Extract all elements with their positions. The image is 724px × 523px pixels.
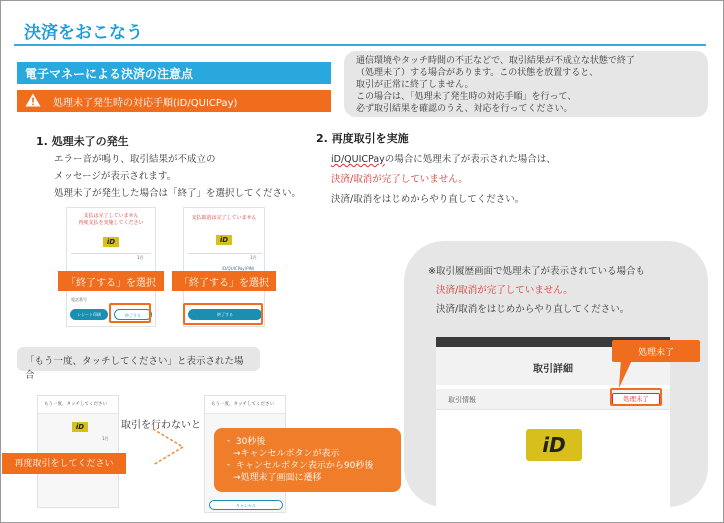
- step2-line2: 決済/取消が完了していません。: [331, 174, 468, 185]
- unfinished-badge: 処理未了: [612, 393, 660, 405]
- unfinished-callout: 処理未了: [612, 340, 700, 362]
- id-logo: iD: [103, 237, 119, 247]
- subsection-title-bar: [17, 90, 331, 112]
- callout-pointer-icon: [615, 358, 635, 390]
- step1-heading: 1. 処理未了の発生: [36, 135, 129, 148]
- notice-line: 必ず取引結果を確認のうえ、対応を行ってください。: [356, 104, 573, 114]
- notice-line: この場合は、「処理未了発生時の対応手順」を行って、: [356, 92, 577, 102]
- title-divider: [14, 44, 706, 46]
- id-logo: iD: [216, 235, 232, 245]
- finish-highlight: [183, 303, 263, 325]
- cancel-button[interactable]: キャンセル: [209, 500, 283, 510]
- step1-line: メッセージが表示されます。: [54, 171, 177, 182]
- phone1-alert2: 再度支払を実施してください: [78, 220, 144, 226]
- timeout-line: →処理未了画面に遷移: [224, 473, 322, 483]
- divider: [71, 253, 151, 254]
- step1-line: エラー音が鳴り、取引結果が不成立の: [54, 154, 216, 165]
- history-line2: 決済/取消が完了していません。: [436, 285, 573, 296]
- notice-box: [344, 51, 708, 117]
- page-title: 決済をおこなう: [24, 23, 143, 43]
- receipt-button[interactable]: レシート印刷: [70, 309, 108, 320]
- step2-brand: iD/QUICPay: [331, 154, 385, 165]
- timeout-line: →キャンセルボタンが表示: [224, 449, 340, 459]
- phone2-amount: 1円: [250, 255, 257, 260]
- phone1-label: 電話番号: [71, 297, 87, 302]
- id-logo: iD: [72, 422, 88, 432]
- notice-line: 取引が正常に終了しません。: [356, 80, 474, 90]
- divider: [188, 253, 262, 254]
- subsection-title: 処理未了発生時の対応手順(iD/QUICPay): [53, 98, 238, 109]
- step1-text: [54, 151, 301, 202]
- select-finish-tag: 「終了する」を選択: [172, 271, 276, 291]
- history-text: [428, 262, 645, 319]
- timeout-callout: [214, 428, 401, 492]
- finish-button[interactable]: 終了する: [188, 309, 262, 320]
- phone2-row: iD/QUICPay(PIN): [222, 266, 255, 271]
- history-line1: ※取引履歴画面で処理未了が表示されている場合も: [428, 266, 645, 277]
- step2-text: [331, 150, 556, 210]
- finish-highlight: [109, 303, 151, 323]
- detail-title: 取引詳細: [436, 347, 670, 385]
- retry-message-pill: 「もう一度、タッチしてください」と表示された場合: [17, 347, 260, 371]
- badge-highlight: [610, 388, 662, 406]
- phone4-header: もう一度、タッチしてください: [205, 396, 285, 414]
- step2-line3: 決済/取消をはじめからやり直してください。: [331, 194, 525, 205]
- phone2-alert1: 支払取消は完了していません: [191, 215, 257, 221]
- select-finish-tag: 「終了する」を選択: [58, 271, 164, 291]
- step1-line: 処理未了が発生した場合は「終了」を選択してください。: [54, 188, 302, 199]
- step2-heading: 2. 再度取引を実施: [316, 132, 409, 145]
- retry-tag: 再度取引をしてください: [2, 453, 126, 474]
- notice-line: 通信環境やタッチ時間の不正などで、取引結果が不成立な状態で終了: [356, 56, 635, 66]
- history-line3: 決済/取消をはじめからやり直してください。: [436, 304, 630, 315]
- id-logo: iD: [526, 429, 582, 461]
- notice-line: （処理未了）する場合があります。この状態を放置すると、: [356, 68, 599, 78]
- phone1-amount: 1円: [137, 255, 144, 260]
- phone3-amount: 1円: [102, 436, 109, 441]
- step2-line1-rest: の場合に処理未了が表示された場合は、: [384, 154, 556, 165]
- warning-icon: [25, 93, 41, 107]
- step2-line1: [331, 150, 556, 170]
- detail-section-label: 取引情報: [436, 389, 670, 409]
- phone-screen-touch-again: [37, 395, 119, 508]
- timeout-line: ・ 30秒後: [224, 437, 266, 447]
- no-trade-text: 取引を行わないと: [121, 420, 201, 431]
- phone1-alert1: 支払は完了していません: [83, 213, 139, 219]
- section-title: 電子マネーによる決済の注意点: [17, 62, 331, 84]
- timeout-line: ・ キャンセルボタン表示から90秒後: [224, 461, 374, 471]
- phone3-header: もう一度、タッチしてください: [38, 396, 118, 414]
- finish-button[interactable]: 終了する: [114, 309, 152, 320]
